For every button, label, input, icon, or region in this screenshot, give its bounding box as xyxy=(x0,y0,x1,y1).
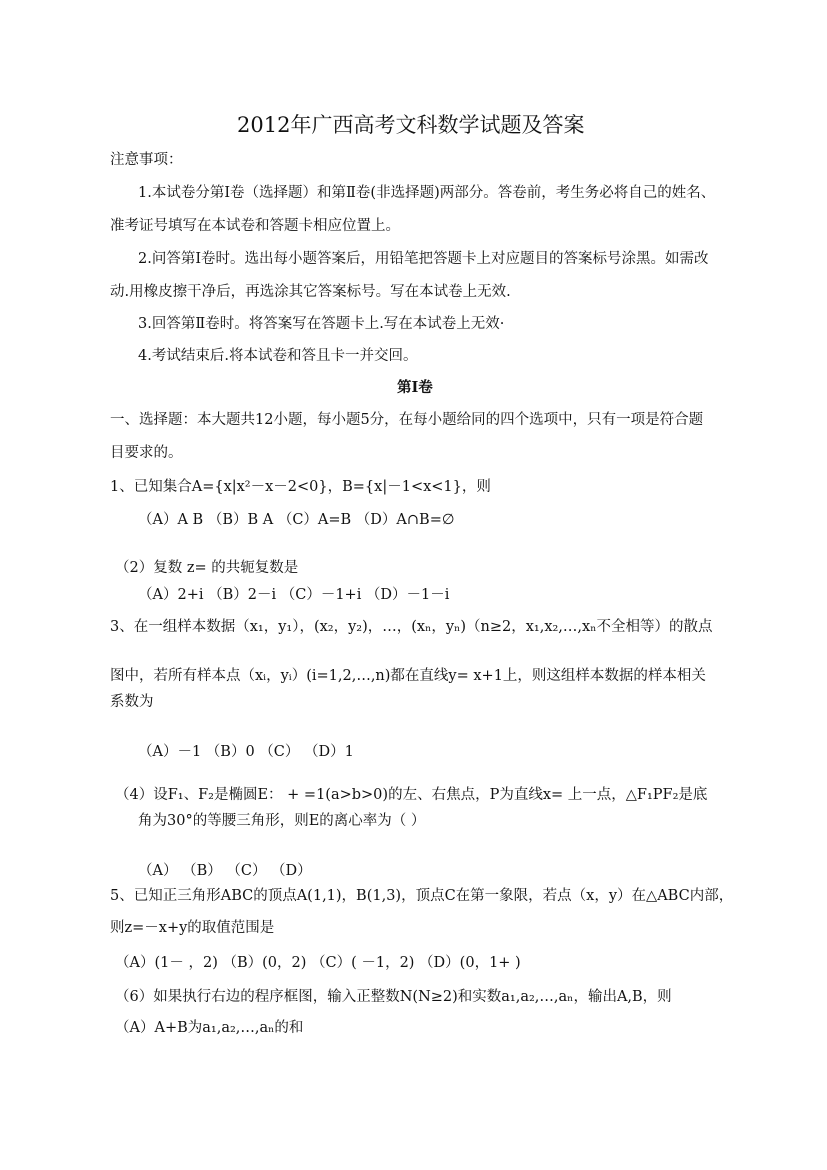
q4-options: （A） （B） （C） （D） xyxy=(138,863,312,879)
section-intro-2: 目要求的。 xyxy=(110,445,183,461)
q4-stem-2: 角为30°的等腰三角形，则E的离心率为（ ） xyxy=(138,813,426,829)
q3-options: （A）－1 （B）0 （C） （D）1 xyxy=(138,744,354,760)
q3-stem-1: 3、在一组样本数据（x₁，y₁），(x₂，y₂)，…，(xₙ，yₙ)（n≥2，x₁,x₂,…,xₙ不全相等）的散点 xyxy=(110,619,713,635)
q1-options: （A）A B （B）B A （C）A=B （D）A∩B=∅ xyxy=(138,512,455,528)
notice-heading: 注意事项： xyxy=(110,152,183,168)
q2-stem: （2）复数 z= 的共轭复数是 xyxy=(115,560,299,576)
q1-stem: 1、已知集合A={x|x²－x－2<0}，B={x|－1<x<1}，则 xyxy=(110,479,491,495)
q6-option-a: （A）A+B为a₁,a₂,…,aₙ的和 xyxy=(115,1020,304,1036)
q3-stem-3: 系数为 xyxy=(110,694,154,710)
q6-stem: （6）如果执行右边的程序框图，输入正整数N(N≥2)和实数a₁,a₂,…,aₙ，输出A,B，则 xyxy=(115,989,672,1005)
q3-stem-2: 图中，若所有样本点（xᵢ，yᵢ）(i=1,2,…,n)都在直线y= x+1上，则这组样本数据的样本相关 xyxy=(110,668,706,684)
notice-line-2: 准考证号填写在本试卷和答题卡相应位置上。 xyxy=(110,218,400,234)
q5-options: （A）(1－ ，2) （B）(0，2) （C）( －1，2) （D）(0，1+ ) xyxy=(115,955,521,971)
notice-line-1: 1.本试卷分第Ⅰ卷（选择题）和第Ⅱ卷(非选择题)两部分。答卷前，考生务必将自己的姓名、 xyxy=(138,185,716,201)
q5-stem-2: 则z=－x+y的取值范围是 xyxy=(110,920,275,936)
q2-options: （A）2+i （B）2－i （C）－1+i （D）－1－i xyxy=(138,587,450,603)
notice-line-5: 3.回答第Ⅱ卷时。将答案写在答题卡上.写在本试卷上无效· xyxy=(138,316,505,332)
page-title: 2012年广西高考文科数学试题及答案 xyxy=(237,113,585,137)
section-intro-1: 一、选择题：本大题共12小题，每小题5分，在每小题给同的四个选项中，只有一项是符合题 xyxy=(110,412,704,428)
q5-stem-1: 5、已知正三角形ABC的顶点A(1,1)，B(1,3)，顶点C在第一象限，若点（x，y）在△ABC内部， xyxy=(110,888,734,904)
notice-line-4: 动.用橡皮擦干净后，再选涂其它答案标号。写在本试卷上无效. xyxy=(110,284,511,300)
q4-stem-1: （4）设F₁、F₂是椭圆E： + =1(a>b>0)的左、右焦点，P为直线x= 上一点，△F₁PF₂是底 xyxy=(115,787,708,803)
notice-line-3: 2.问答第Ⅰ卷时。选出每小题答案后，用铅笔把答题卡上对应题目的答案标号涂黑。如需改 xyxy=(138,251,709,267)
part-title: 第Ⅰ卷 xyxy=(397,379,433,396)
notice-line-6: 4.考试结束后.将本试卷和答且卡一并交回。 xyxy=(138,348,418,364)
